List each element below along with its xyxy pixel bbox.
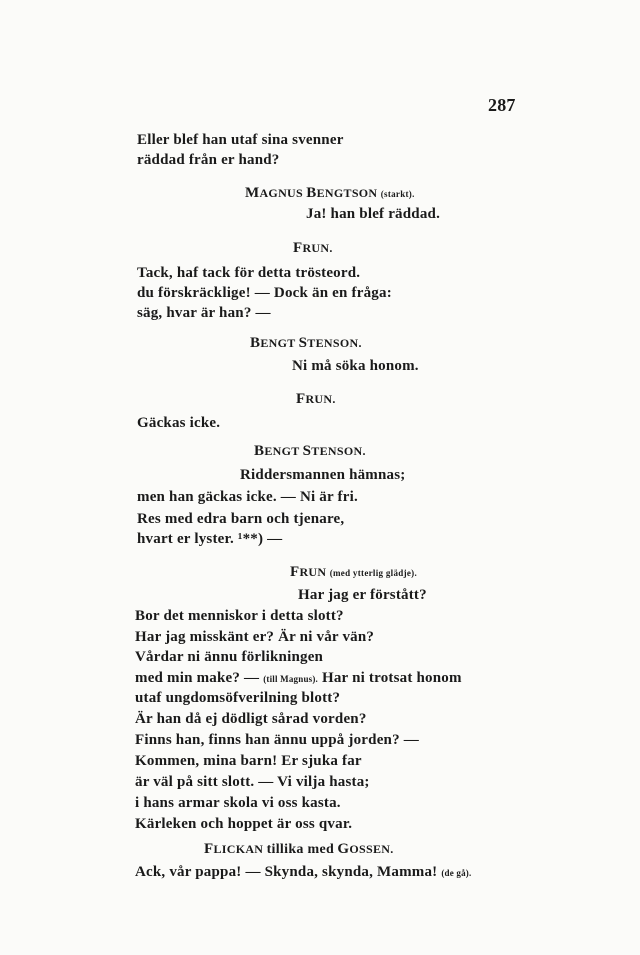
verse-line: är väl på sitt slott. — Vi vilja hasta; [135, 774, 370, 790]
verse-line: Kommen, mina barn! Er sjuka far [135, 753, 362, 769]
verse-line: Vårdar ni ännu förlikningen [135, 649, 324, 665]
verse-line: med min make? — (till Magnus). Har ni trotsat honom [135, 670, 462, 686]
verse-line: i hans armar skola vi oss kasta. [135, 795, 341, 811]
verse-line: Ni må söka honom. [292, 358, 419, 374]
stage-direction: (de gå). [441, 868, 472, 878]
verse-line: Ack, vår pappa! — Skynda, skynda, Mamma! (de gå). [135, 864, 472, 880]
speaker-heading: FLICKAN tillika med GOSSEN. [204, 841, 394, 857]
speaker-heading: MAGNUS BENGTSON (starkt). [245, 185, 415, 201]
speaker-heading: FRUN. [296, 391, 336, 407]
verse-line: säg, hvar är han? — [137, 305, 271, 321]
verse-line: Gäckas icke. [137, 415, 221, 431]
verse-line: du förskräcklige! — Dock än en fråga: [137, 285, 392, 301]
verse-line: Bor det menniskor i detta slott? [135, 608, 344, 624]
verse-line: Har jag er förstått? [298, 587, 427, 603]
verse-line: Har jag misskänt er? Är ni vår vän? [135, 629, 375, 645]
speaker-heading: BENGT STENSON. [250, 335, 362, 351]
verse-line: Riddersmannen hämnas; [240, 467, 406, 483]
speaker-heading: BENGT STENSON. [254, 443, 366, 459]
verse-line: Eller blef han utaf sina svenner [137, 132, 344, 148]
page-number: 287 [488, 95, 516, 115]
verse-line: Ja! han blef räddad. [306, 206, 441, 222]
verse-line: räddad från er hand? [137, 152, 280, 168]
verse-line: Res med edra barn och tjenare, [137, 511, 345, 527]
verse-line: hvart er lyster. ¹**) — [137, 531, 283, 547]
stage-direction: (till Magnus). [263, 674, 319, 684]
verse-line: utaf ungdomsöfverilning blott? [135, 690, 341, 706]
verse-line: Finns han, finns han ännu uppå jorden? — [135, 732, 419, 748]
speaker-heading: FRUN. [293, 240, 333, 256]
stage-direction: (starkt). [380, 189, 415, 199]
speaker-heading: FRUN (med ytterlig glädje). [290, 564, 418, 580]
verse-line: men han gäckas icke. — Ni är fri. [137, 489, 358, 505]
verse-line: Tack, haf tack för detta trösteord. [137, 265, 361, 281]
verse-line: Är han då ej dödligt sårad vorden? [135, 711, 367, 727]
stage-direction: (med ytterlig glädje). [329, 568, 418, 578]
verse-line: Kärleken och hoppet är oss qvar. [135, 816, 353, 832]
